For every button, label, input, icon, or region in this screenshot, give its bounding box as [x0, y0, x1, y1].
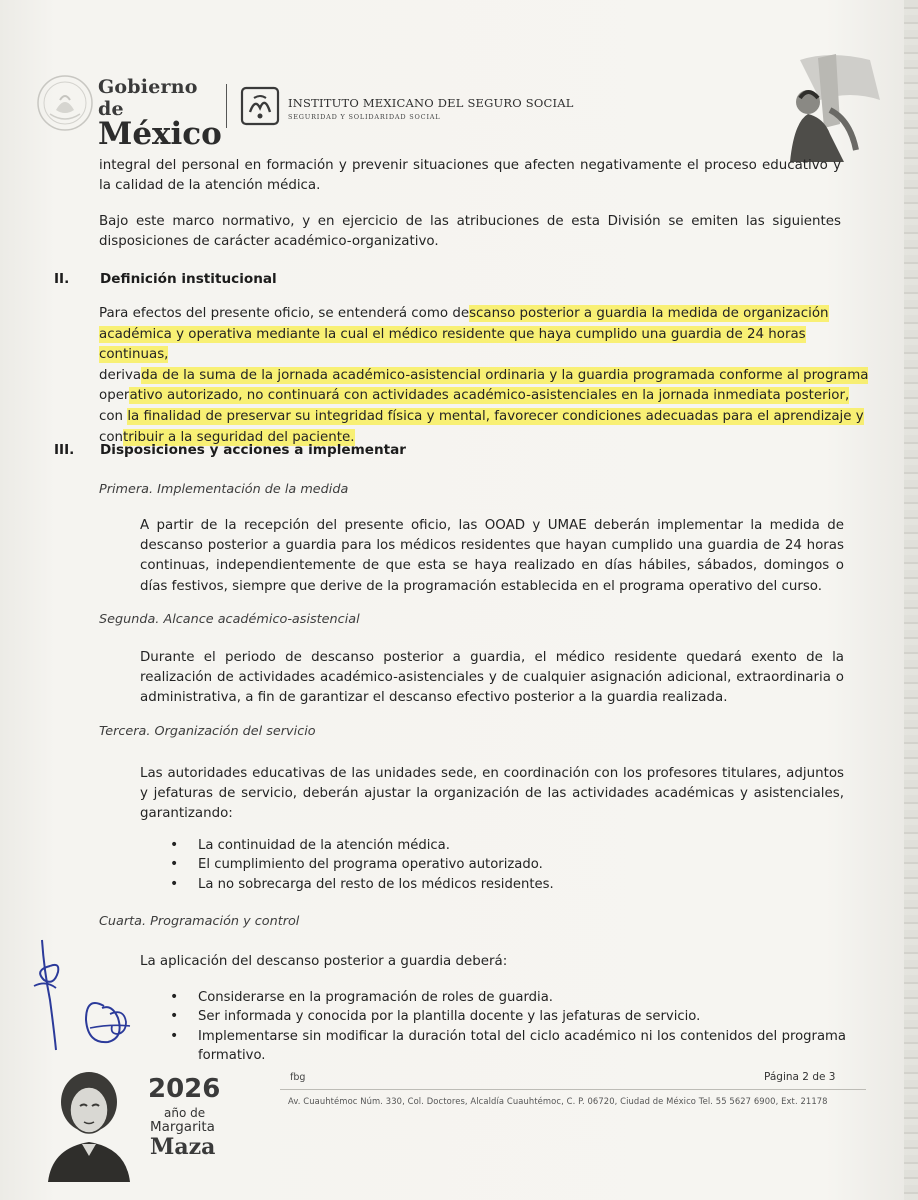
- year-tagline: año de: [164, 1106, 206, 1120]
- list-item: • Considerarse en la programación de roles de guardia.: [170, 988, 846, 1007]
- highlighted-text: da de la suma de la jornada académico-asistencial ordinaria y la guardia programada conforme al programa: [141, 367, 869, 383]
- gobierno-logo: [98, 76, 230, 152]
- section-3-title: Disposiciones y acciones a implementar: [100, 442, 407, 458]
- gobierno-logo-top: Gobierno de: [98, 76, 198, 120]
- footer-divider: [280, 1089, 866, 1090]
- tercera-list: [170, 836, 840, 894]
- imss-name: INSTITUTO MEXICANO DEL SEGURO SOCIAL: [288, 96, 574, 110]
- scan-edge: [904, 0, 918, 1200]
- year-name-first: Margarita: [150, 1119, 215, 1135]
- definition-line: con la finalidad de preservar su integridad física y mental, favorecer condiciones adecuadas para el aprendizaje y: [99, 408, 864, 424]
- list-item: • Implementarse sin modificar la duración total del ciclo académico ni los contenidos del programa formativo.: [170, 1027, 846, 1066]
- primera-heading: Primera. Implementación de la medida: [99, 482, 349, 497]
- definition-line: Para efectos del presente oficio, se entenderá como descanso posterior a guardia la medida de organización: [99, 306, 829, 321]
- margarita-maza-portrait-icon: [40, 1066, 138, 1182]
- section-2-paragraph: [99, 304, 869, 448]
- list-item: • La continuidad de la atención médica.: [170, 836, 840, 855]
- imss-eagle-icon: [240, 86, 280, 126]
- section-3-heading: [54, 442, 406, 458]
- section-2-title: Definición institucional: [100, 271, 277, 287]
- definition-line: operativo autorizado, no continuará con actividades académico-asistenciales en la jornada inmediata posterior,: [99, 388, 850, 404]
- segunda-heading: Segunda. Alcance académico-asistencial: [99, 612, 360, 627]
- year-name-last: Maza: [150, 1134, 216, 1160]
- author-initials: fbg: [290, 1072, 306, 1083]
- segunda-paragraph: Durante el periodo de descanso posterior a guardia, el médico residente quedará exento de la realización de actividades académico-asistenciales y de cualquier asignación adicional, extraordinaria o administrativa, a fin de garantizar el descanso efectivo posterior a la guardia realizada.: [140, 650, 844, 706]
- section-3-number: III.: [54, 442, 75, 458]
- intro-paragraph-1: integral del personal en formación y prevenir situaciones que afecten negativamente el proceso educativo y la calidad de la atención médica.: [99, 158, 841, 194]
- year-2026: 2026: [148, 1074, 221, 1104]
- definition-line: contribuir a la seguridad del paciente.: [99, 429, 355, 445]
- highlighted-text: ativo autorizado, no continuará con actividades académico-asistenciales en la jornada inmediata posterior,: [129, 388, 850, 404]
- highlighted-text: la finalidad de preservar su integridad física y mental, favorecer condiciones adecuadas para el aprendizaje y: [127, 408, 864, 424]
- highlighted-text: tribuir a la seguridad del paciente.: [123, 429, 355, 445]
- imss-tagline: SEGURIDAD Y SOLIDARIDAD SOCIAL: [288, 113, 441, 121]
- footer-address: Av. Cuauhtémoc Núm. 330, Col. Doctores, Alcaldía Cuauhtémoc, C. P. 06720, Ciudad de México Tel. 55 5627 6900, Ext. 21178: [288, 1096, 828, 1106]
- highlighted-text: académica y operativa mediante la cual el médico residente que haya cumplido una guardia de 24 horas continuas,: [99, 326, 806, 363]
- page-number: Página 2 de 3: [764, 1071, 836, 1083]
- mexico-seal-icon: [36, 74, 94, 132]
- tercera-paragraph: Las autoridades educativas de las unidades sede, en coordinación con los profesores titulares, adjuntos y jefaturas de servicio, deberán ajustar la organización de las actividades académicas y asistenciales, garantizando:: [140, 766, 844, 822]
- gobierno-logo-bottom: México: [98, 116, 222, 152]
- heroine-illustration-icon: [760, 50, 900, 162]
- highlighted-text: scanso posterior a guardia la medida de organización: [469, 306, 829, 321]
- handwritten-signature-icon: [28, 936, 148, 1054]
- definition-line: [99, 325, 869, 366]
- primera-paragraph: A partir de la recepción del presente oficio, las OOAD y UMAE deberán implementar la medida de descanso posterior a guardia para los médicos residentes que hayan cumplido una guardia de 24 horas continuas, independientemente de que esta se haya realizado en días hábiles, sábados, domingos o días festivos, siempre que derive de la programación establecida en el programa operativo del curso.: [140, 518, 844, 594]
- list-item: • La no sobrecarga del resto de los médicos residentes.: [170, 875, 840, 894]
- tercera-heading: Tercera. Organización del servicio: [99, 724, 316, 739]
- cuarta-heading: Cuarta. Programación y control: [99, 914, 300, 929]
- section-2-heading: [54, 271, 277, 287]
- header-divider: [226, 84, 227, 128]
- definition-line: derivada de la suma de la jornada académico-asistencial ordinaria y la guardia programada conforme al programa: [99, 367, 869, 383]
- list-item: • El cumplimiento del programa operativo autorizado.: [170, 855, 840, 874]
- section-2-number: II.: [54, 271, 70, 287]
- cuarta-paragraph: La aplicación del descanso posterior a guardia deberá:: [140, 954, 508, 969]
- intro-paragraph-2: Bajo este marco normativo, y en ejercicio de las atribuciones de esta División se emiten las siguientes disposiciones de carácter académico-organizativo.: [99, 214, 841, 250]
- cuarta-list: [170, 988, 846, 1066]
- list-item: • Ser informada y conocida por la plantilla docente y las jefaturas de servicio.: [170, 1007, 846, 1026]
